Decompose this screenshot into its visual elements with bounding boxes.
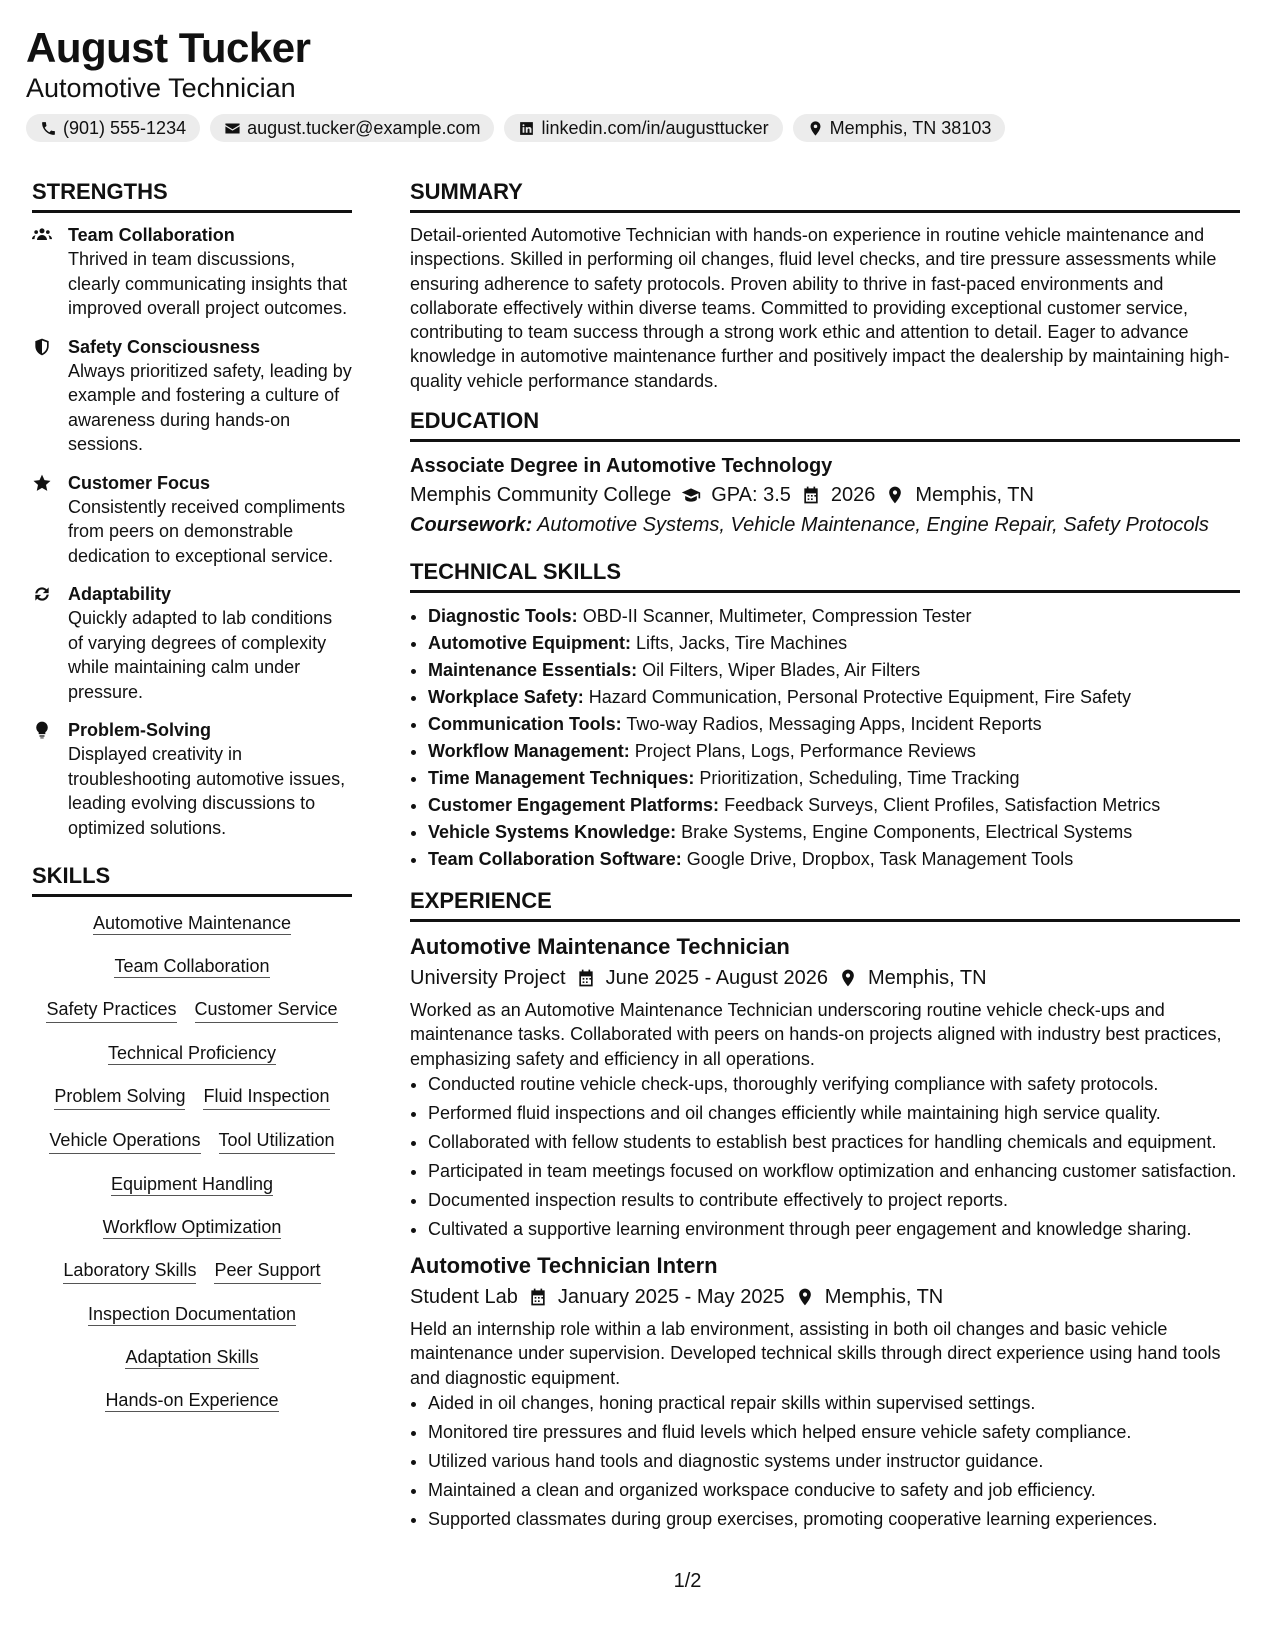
skill-value: Feedback Surveys, Client Profiles, Satisfaction Metrics [724,795,1161,816]
experience-heading: EXPERIENCE [410,887,1240,922]
list-item [428,819,1240,846]
education-heading: EDUCATION [410,407,1240,442]
calendar-icon [801,485,821,505]
list-item: • Conducted routine vehicle check-ups, thoroughly verifying compliance with safety protocols. [428,1071,1240,1098]
job-meta [410,962,1240,994]
users-icon [32,225,52,245]
linkedin-icon [518,120,535,137]
strength-item [32,582,352,704]
contact-phone-text: (901) 555-1234 [63,117,187,138]
skill-label: Customer Engagement Platforms: [428,795,720,816]
skill-label: Time Management Techniques: [428,768,695,789]
contact-linkedin-text: linkedin.com/in/augusttucker [541,117,769,138]
skill-label: Communication Tools: [428,714,622,735]
contact-email[interactable] [210,114,494,142]
candidate-title: Automotive Technician [26,73,296,103]
coursework-text: Automotive Systems, Vehicle Maintenance, Engine Repair, Safety Protocols [537,514,1209,537]
skill-chip: Inspection Documentation [87,1304,297,1324]
list-item [428,630,1240,657]
list-item [428,603,1240,630]
skill-chip: Technical Proficiency [107,1043,277,1063]
skill-chip: Safety Practices [46,997,176,1023]
skill-value: Google Drive, Dropbox, Task Management Tools [686,849,1074,870]
list-item [428,846,1240,873]
strength-item [32,718,352,840]
list-item [428,792,1240,819]
skill-chip: Peer Support [214,1258,320,1284]
job-description: Held an internship role within a lab environment, assisting in both oil changes and basic vehicle maintenance under supervision. Developed technical skills through direct experience using hand tools and diagnostic equipment. [410,1318,1221,1388]
location-icon [838,968,858,988]
job-org: University Project [410,967,566,990]
skill-label: Automotive Equipment: [428,633,631,654]
list-item [428,765,1240,792]
job-description: Worked as an Automotive Maintenance Technician underscoring routine vehicle check-ups and maintenance tasks. Collaborated with peers on hands-on projects aligned with industry best practices, emphasizing safety and efficiency in all operations. [410,1000,1222,1069]
contact-phone[interactable] [26,114,200,142]
list-item: • Aided in oil changes, honing practical repair skills within supervised settings. [428,1390,1240,1417]
candidate-name: August Tucker [26,24,311,71]
strength-item [32,223,352,321]
calendar-icon [576,968,596,988]
strength-title: Safety Consciousness [68,336,261,357]
skill-chip: Team Collaboration [114,956,270,976]
job-entry [410,932,1240,1243]
lightbulb-icon [32,720,52,740]
strength-desc: Thrived in team discussions, clearly communicating insights that improved overall project outcomes. [68,249,348,318]
education-school: Memphis Community College [410,484,672,507]
sync-icon [32,584,52,604]
list-item: • Monitored tire pressures and fluid levels which helped ensure vehicle safety compliance. [428,1419,1240,1446]
location-icon [807,120,824,137]
job-bullets [410,1071,1240,1243]
star-icon [32,473,52,493]
education-degree: Associate Degree in Automotive Technology [410,455,833,478]
skill-value: Oil Filters, Wiper Blades, Air Filters [642,660,921,681]
skill-label: Workflow Management: [428,741,630,762]
contact-linkedin[interactable] [504,114,782,142]
skill-chip: Problem Solving [54,1084,185,1110]
skill-label: Team Collaboration Software: [428,849,682,870]
skill-chip: Hands-on Experience [105,1390,279,1410]
skills-heading: SKILLS [32,862,352,897]
job-meta [410,1281,1240,1313]
skill-value: Two-way Radios, Messaging Apps, Incident Reports [626,714,1042,735]
shield-icon [32,337,52,357]
phone-icon [40,120,57,137]
list-item [428,738,1240,765]
skill-value: Lifts, Jacks, Tire Machines [636,633,848,654]
strength-desc: Always prioritized safety, leading by example and fostering a culture of awareness during hands-on sessions. [68,360,352,454]
skill-label: Maintenance Essentials: [428,660,638,681]
skill-value: Project Plans, Logs, Performance Reviews [634,741,976,762]
skill-chip: Equipment Handling [110,1174,274,1194]
graduation-cap-icon [681,485,701,505]
list-item: • Maintained a clean and organized workspace conducive to safety and job efficiency. [428,1477,1240,1504]
contact-location[interactable] [793,114,1006,142]
job-dates: June 2025 - August 2026 [605,967,829,990]
list-item: • Collaborated with fellow students to establish best practices for handling chemicals and equipment. [428,1129,1240,1156]
job-location: Memphis, TN [868,967,987,990]
skill-chip: Laboratory Skills [63,1258,196,1284]
job-title: Automotive Technician Intern [410,1252,718,1278]
list-item [428,684,1240,711]
education-year: 2026 [830,484,876,507]
job-title: Automotive Maintenance Technician [410,934,790,960]
coursework-label: Coursework: [410,514,533,537]
strength-title: Adaptability [68,584,172,604]
skill-chip: Fluid Inspection [203,1084,329,1110]
skill-chip: Automotive Maintenance [92,913,292,933]
contact-bar [26,114,1249,142]
contact-email-text: august.tucker@example.com [247,117,481,138]
job-entry [410,1251,1240,1533]
skill-chip: Adaptation Skills [125,1347,259,1367]
education-coursework [410,510,1240,540]
skill-chip: Vehicle Operations [49,1128,200,1154]
job-org: Student Lab [410,1285,518,1308]
list-item: • Utilized various hand tools and diagnostic systems under instructor guidance. [428,1448,1240,1475]
strengths-heading: STRENGTHS [32,178,352,213]
list-item [428,657,1240,684]
skill-label: Vehicle Systems Knowledge: [428,822,677,843]
right-column [410,178,1240,1535]
strength-desc: Consistently received compliments from peers on demonstrable dedication to exceptional service. [68,496,346,566]
strength-title: Team Collaboration [68,225,235,245]
skill-label: Workplace Safety: [428,687,584,708]
strength-desc: Displayed creativity in troubleshooting automotive issues, leading evolving discussions to optimized solutions. [68,744,346,838]
skill-value: Hazard Communication, Personal Protective Equipment, Fire Safety [588,687,1131,708]
strength-item [32,335,352,457]
list-item: • Cultivated a supportive learning environment through peer engagement and knowledge sharing. [428,1216,1240,1243]
skill-chip: Workflow Optimization [102,1217,282,1237]
summary-text: Detail-oriented Automotive Technician with hands-on experience in routine vehicle maintenance and inspections. Skilled in performing oil changes, fluid level checks, and tire pressure assessments while ensuring adherence to safety protocols. Proven ability to thrive in fast-paced environments and collaborate effectively within diverse teams. Committed to providing exceptional customer service, contributing to team success through a strong work ethic and attention to detail. Eager to advance knowledge in automotive maintenance further and positively impact the dealership by maintaining high-quality vehicle performance standards. [410,225,1230,391]
summary-heading: SUMMARY [410,178,1240,213]
skill-chip: Customer Service [195,997,338,1023]
technical-skills-list [410,603,1240,873]
strength-title: Problem-Solving [68,720,212,740]
list-item: • Documented inspection results to contribute effectively to project reports. [428,1187,1240,1214]
list-item: • Supported classmates during group exercises, promoting cooperative learning experiences. [428,1506,1240,1533]
skill-chip: Tool Utilization [219,1128,335,1154]
location-icon [795,1287,815,1307]
strength-item [32,471,352,569]
strength-desc: Quickly adapted to lab conditions of varying degrees of complexity while maintaining calm under pressure. [68,608,333,702]
skill-value: Prioritization, Scheduling, Time Tracking [699,768,1020,789]
left-column [32,178,352,1413]
contact-location-text: Memphis, TN 38103 [829,117,992,138]
job-dates: January 2025 - May 2025 [557,1285,785,1308]
calendar-icon [528,1287,548,1307]
education-location: Memphis, TN [915,484,1034,507]
education-gpa: GPA: 3.5 [711,484,791,507]
education-meta [410,480,1240,510]
job-location: Memphis, TN [824,1285,944,1308]
skills-list [32,907,352,1413]
skill-value: Brake Systems, Engine Components, Electrical Systems [681,822,1133,843]
email-icon [224,120,241,137]
page-number: 1/2 [673,1570,702,1592]
list-item: • Participated in team meetings focused on workflow optimization and enhancing customer satisfaction. [428,1158,1240,1185]
strength-title: Customer Focus [68,472,211,493]
skill-value: OBD-II Scanner, Multimeter, Compression Tester [582,606,972,627]
list-item [428,711,1240,738]
skill-label: Diagnostic Tools: [428,606,578,627]
location-icon [885,485,905,505]
technical-skills-heading: TECHNICAL SKILLS [410,558,1240,593]
job-bullets [410,1390,1240,1533]
list-item: • Performed fluid inspections and oil changes efficiently while maintaining high service quality. [428,1100,1240,1127]
resume-header [26,22,1249,142]
